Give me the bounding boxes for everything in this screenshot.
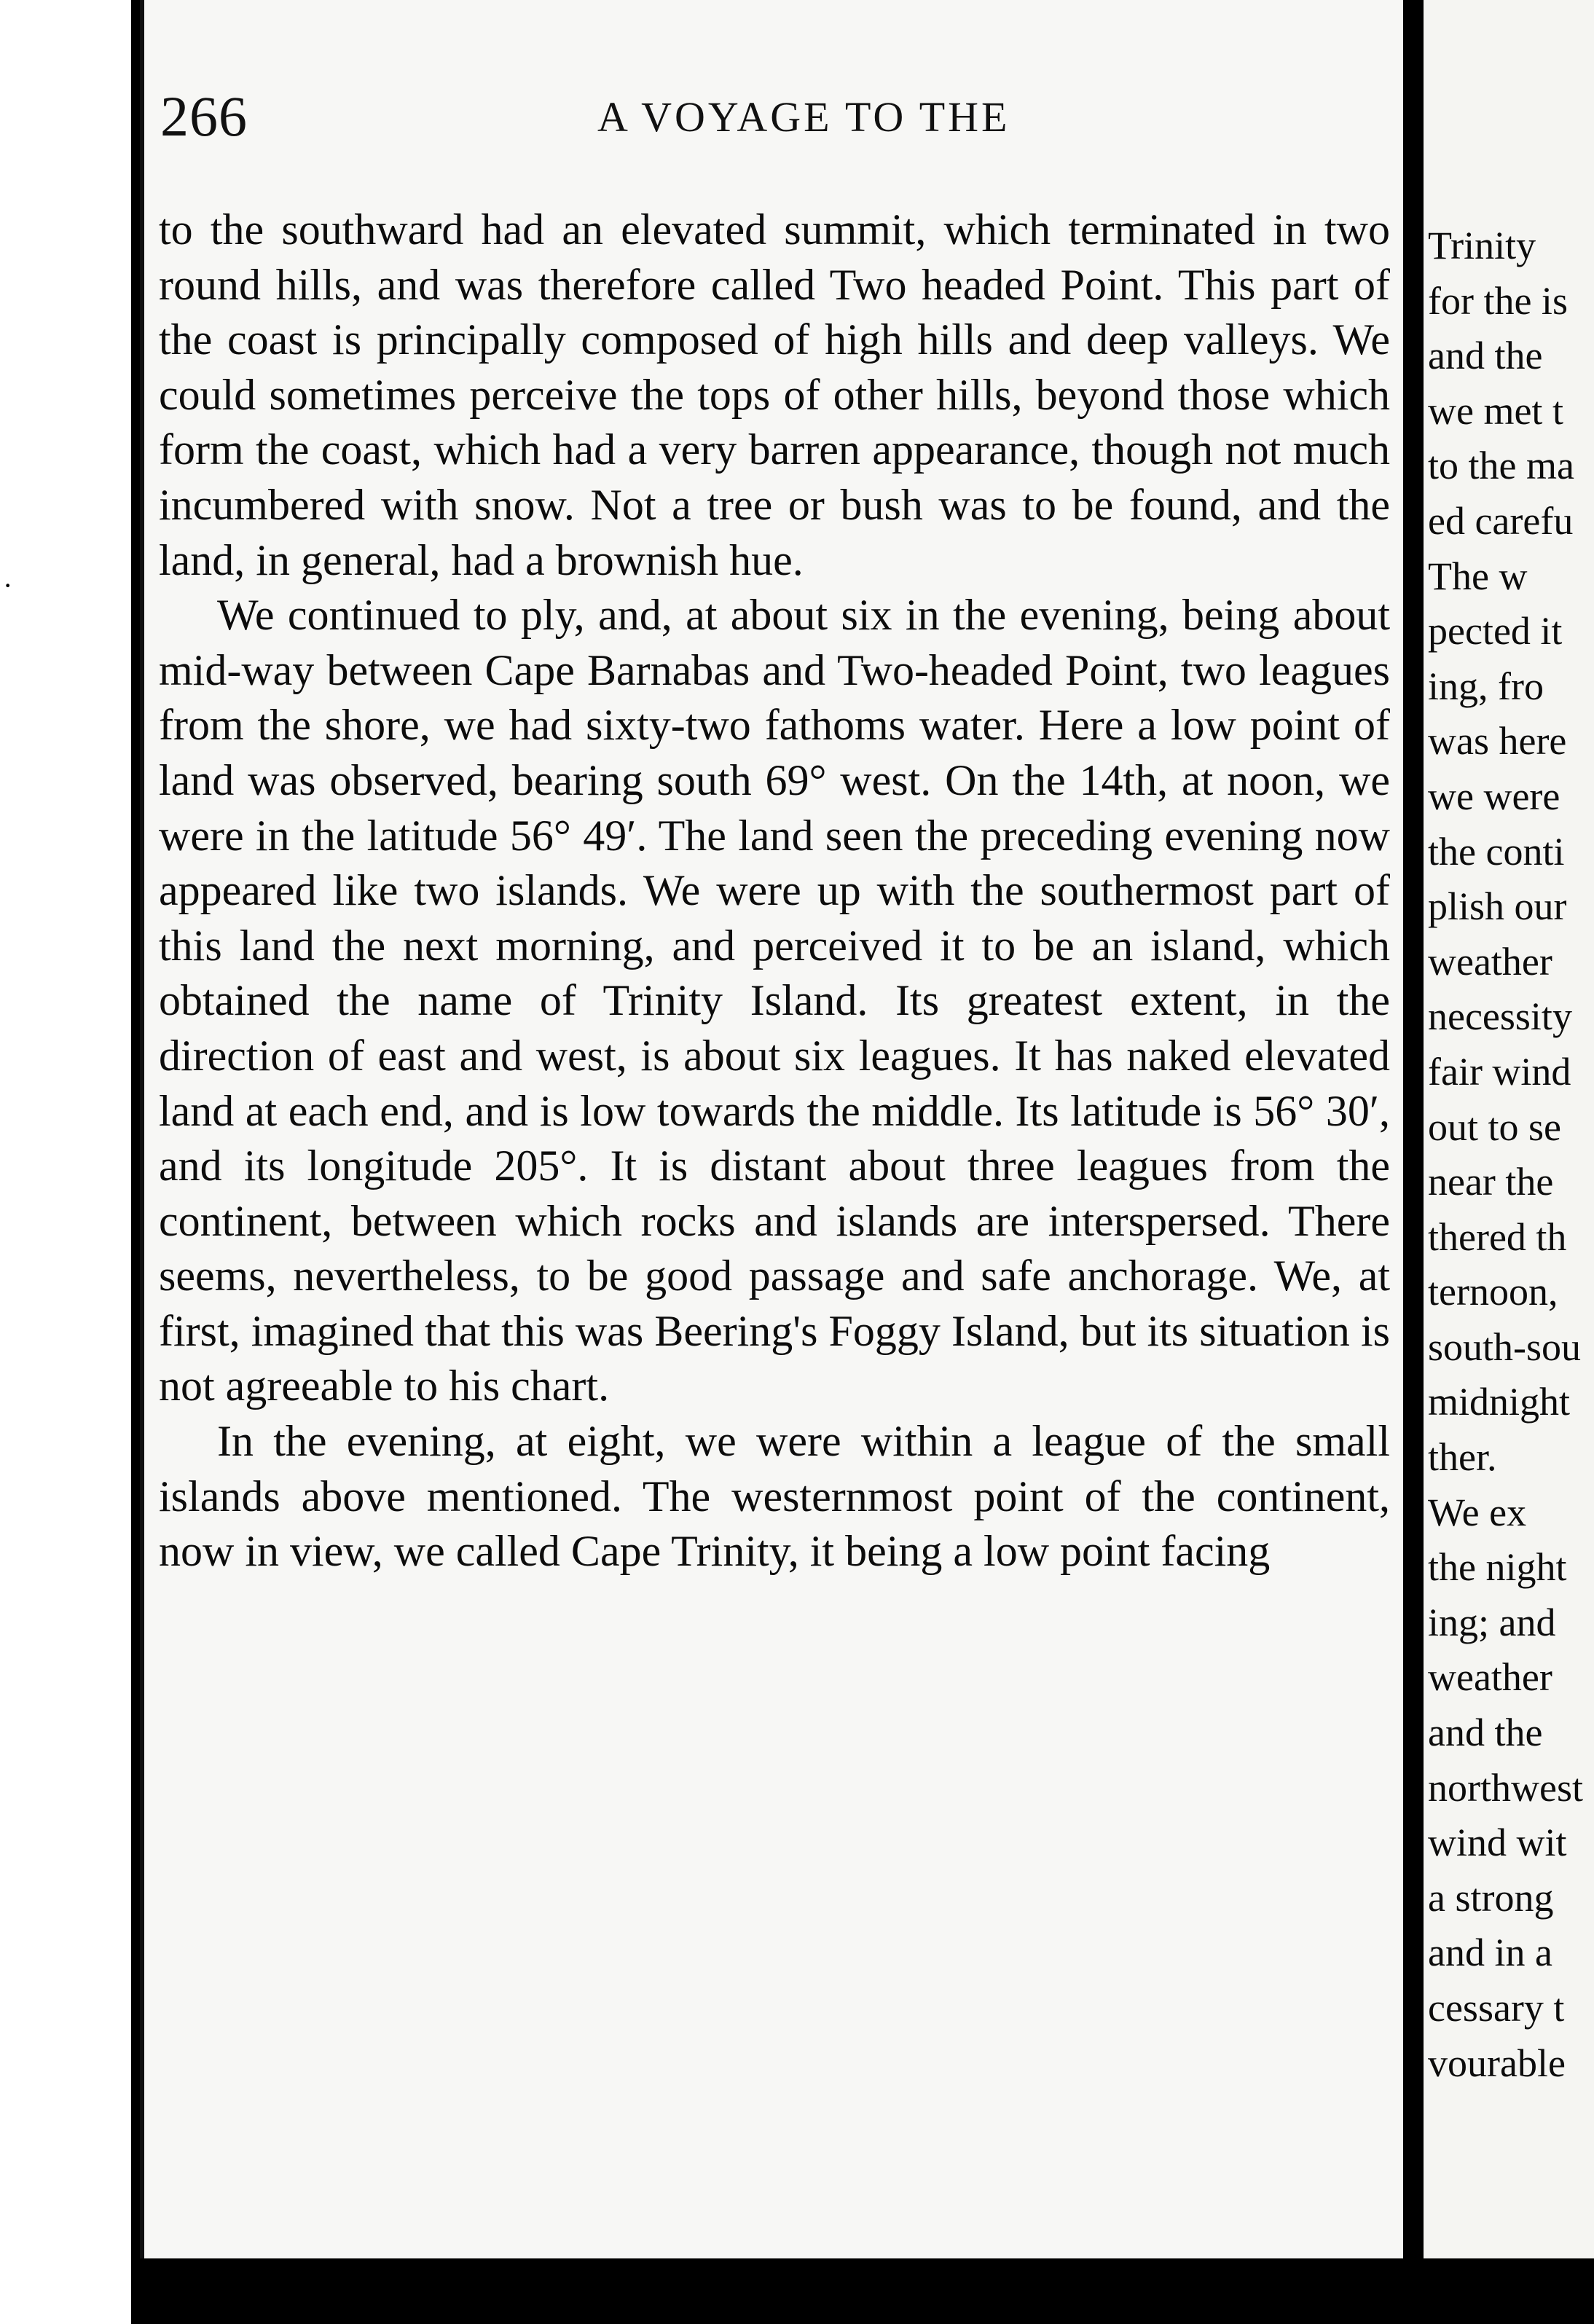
page-number: 266: [160, 85, 248, 148]
right-page-line: south-sou: [1428, 1324, 1582, 1369]
right-page-line: we met t: [1428, 388, 1563, 433]
right-page-line: thered th: [1428, 1214, 1567, 1259]
right-page-line: The w: [1428, 554, 1528, 598]
right-page-line: out to se: [1428, 1104, 1561, 1149]
right-page-line: and the: [1428, 334, 1543, 378]
right-page-line: we were: [1428, 774, 1560, 818]
right-page-line: Trinity: [1428, 224, 1536, 267]
right-page-line: We ex: [1428, 1490, 1527, 1534]
right-page-line: northwest: [1428, 1765, 1583, 1810]
right-page-line: pected it: [1428, 609, 1563, 653]
right-page-line: ther.: [1428, 1435, 1497, 1480]
paragraph-3: In the evening, at eight, we were within a league of the small islands above mentioned. The westernmost point of the continent, now in view, we called Cape Trinity, it being a low point facing: [159, 1417, 1390, 1576]
paragraph-2: We continued to ply, and, at about six in the evening, being about mid-way between Cape Barnabas and Two-headed Point, two leagues from the shore, we had sixty-two fathoms water. Here a low point of land was observed, bearing south 69° west. On the 14th, at noon, we were in the latitude 56° 49′. The land seen the preceding evening now appeared like two islands. We were up with the southermost part of this land the next morning, and perceived it to be an island, which obtained the name of Trinity Island. Its greatest extent, in the direction of east and west, is about six leagues. It has naked elevated land at each end, and is low towards the middle. Its latitude is 56° 30′, and its longitude 205°. It is distant about three leagues from the continent, between which rocks and islands are interspersed. There seems, nevertheless, to be good passage and safe anchorage. We, at first, imagined that this was Beering's Foggy Island, but its situation is not agreeable to his chart.: [159, 591, 1390, 1410]
right-page-line: the conti: [1428, 829, 1565, 874]
right-page-line: a strong: [1428, 1875, 1554, 1920]
right-page-line: for the is: [1428, 278, 1568, 323]
right-page-line: wind wit: [1428, 1821, 1567, 1865]
right-page-line: near the: [1428, 1160, 1554, 1204]
left-margin-strip: [0, 0, 131, 2324]
right-page-line: and the: [1428, 1711, 1543, 1755]
right-page-line: vourable: [1428, 2041, 1566, 2085]
right-page-line: ternoon,: [1428, 1270, 1558, 1314]
right-page-line: ed carefu: [1428, 498, 1574, 543]
right-page-line: midnight: [1428, 1380, 1571, 1424]
right-page-line: ing, fro: [1428, 664, 1544, 708]
book-spine: [1403, 0, 1424, 2324]
right-page-lines: [1428, 219, 1594, 2091]
right-page-line: and in a: [1428, 1931, 1552, 1975]
right-page-line: weather: [1428, 1655, 1552, 1700]
right-page-line: necessity: [1428, 994, 1572, 1039]
right-page-line: to the ma: [1428, 444, 1574, 488]
right-page-line: ing; and: [1428, 1600, 1556, 1644]
right-page-line: plish our: [1428, 884, 1567, 929]
bottom-edge: [131, 2258, 1594, 2324]
right-page-fragment: [1424, 0, 1594, 2258]
page-header: [160, 84, 1370, 149]
running-head: A VOYAGE TO THE: [597, 93, 1010, 141]
right-page-line: cessary t: [1428, 1986, 1565, 2030]
margin-mark: ·: [3, 569, 13, 602]
right-page-line: the night: [1428, 1545, 1567, 1590]
right-page-line: was here: [1428, 719, 1567, 763]
right-page-line: fair wind: [1428, 1049, 1571, 1094]
page-body: [159, 203, 1390, 1579]
paragraph-1: to the southward had an elevated summit, which terminated in two round hills, and was therefore called Two headed Point. This part of the coast is principally composed of high hills and deep valleys. We could sometimes perceive the tops of other hills, beyond those which form the coast, which had a very barren appearance, though not much incumbered with snow. Not a tree or bush was to be found, and the land, in general, had a brownish hue.: [159, 205, 1390, 584]
right-page-line: weather: [1428, 939, 1552, 984]
